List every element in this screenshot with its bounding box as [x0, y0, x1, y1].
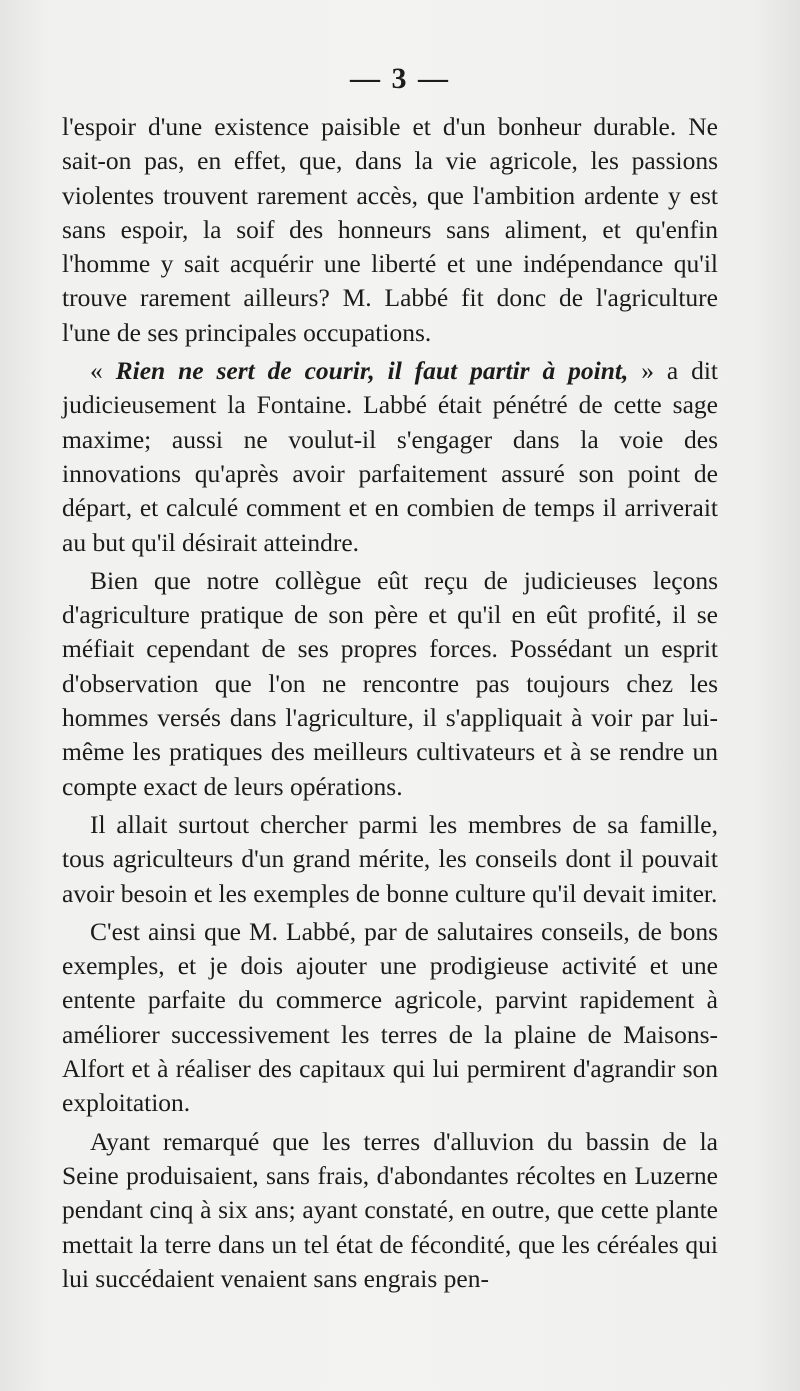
page-number: — 3 — — [350, 62, 450, 95]
paragraph-2 — [62, 354, 718, 560]
paragraph-3: Bien que notre collègue eût reçu de judicieuses leçons d'agriculture pratique de son père et qu'il en eût profité, il se méfiait cependant de ses propres forces. Possédant un esprit d'observation que l'on ne rencontre pas toujours chez les hommes versés dans l'agriculture, il s'appliquait à voir par lui-même les pratiques des meilleurs cultivateurs et à se rendre un compte exact de leurs opérations. — [62, 565, 718, 801]
fontaine-quote: Rien ne sert de courir, il faut partir à point, — [115, 356, 629, 386]
paragraph-2-text: » a dit judicieusement la Fontaine. Labbé était pénétré de cette sage maxime; aussi ne voulut-il s'engager dans la voie des innovations qu'après avoir parfaitement assuré son point de départ, et calculé comment et en combien de temps il arriverait au but qu'il désirait atteindre. — [62, 356, 719, 557]
paragraph-4: Il allait surtout chercher parmi les membres de sa famille, tous agriculteurs d'un grand mérite, les conseils dont il pouvait avoir besoin et les exemples de bonne culture qu'il devait imiter. — [62, 809, 718, 908]
paragraph-5: C'est ainsi que M. Labbé, par de salutaires conseils, de bons exemples, et je dois ajouter une prodigieuse activité et une entente parfaite du commerce agricole, parvint rapidement à améliorer successivement les terres de la plaine de Maisons-Alfort et à réaliser des capitaux qui lui permirent d'agrandir son exploitation. — [62, 916, 718, 1118]
body-text — [62, 110, 718, 1296]
paragraph-1: l'espoir d'une existence paisible et d'un bonheur durable. Ne sait-on pas, en effet, que, dans la vie agricole, les passions violentes trouvent rarement accès, que l'ambition ardente y est sans espoir, la soif des honneurs sans aliment, et qu'enfin l'homme y sait acquérir une liberté et une indépendance qu'il trouve rarement ailleurs? M. Labbé fit donc de l'agriculture l'une de ses principales occupations. — [62, 112, 718, 347]
paragraph-6: Ayant remarqué que les terres d'alluvion du bassin de la Seine produisaient, sans frais, d'abondantes récoltes en Luzerne pendant cinq à six ans; ayant constaté, en outre, que cette plante mettait la terre dans un tel état de fécondité, que les céréales qui lui succédaient venaient sans engrais pen- — [62, 1126, 718, 1293]
quote-open: « — [90, 356, 116, 386]
